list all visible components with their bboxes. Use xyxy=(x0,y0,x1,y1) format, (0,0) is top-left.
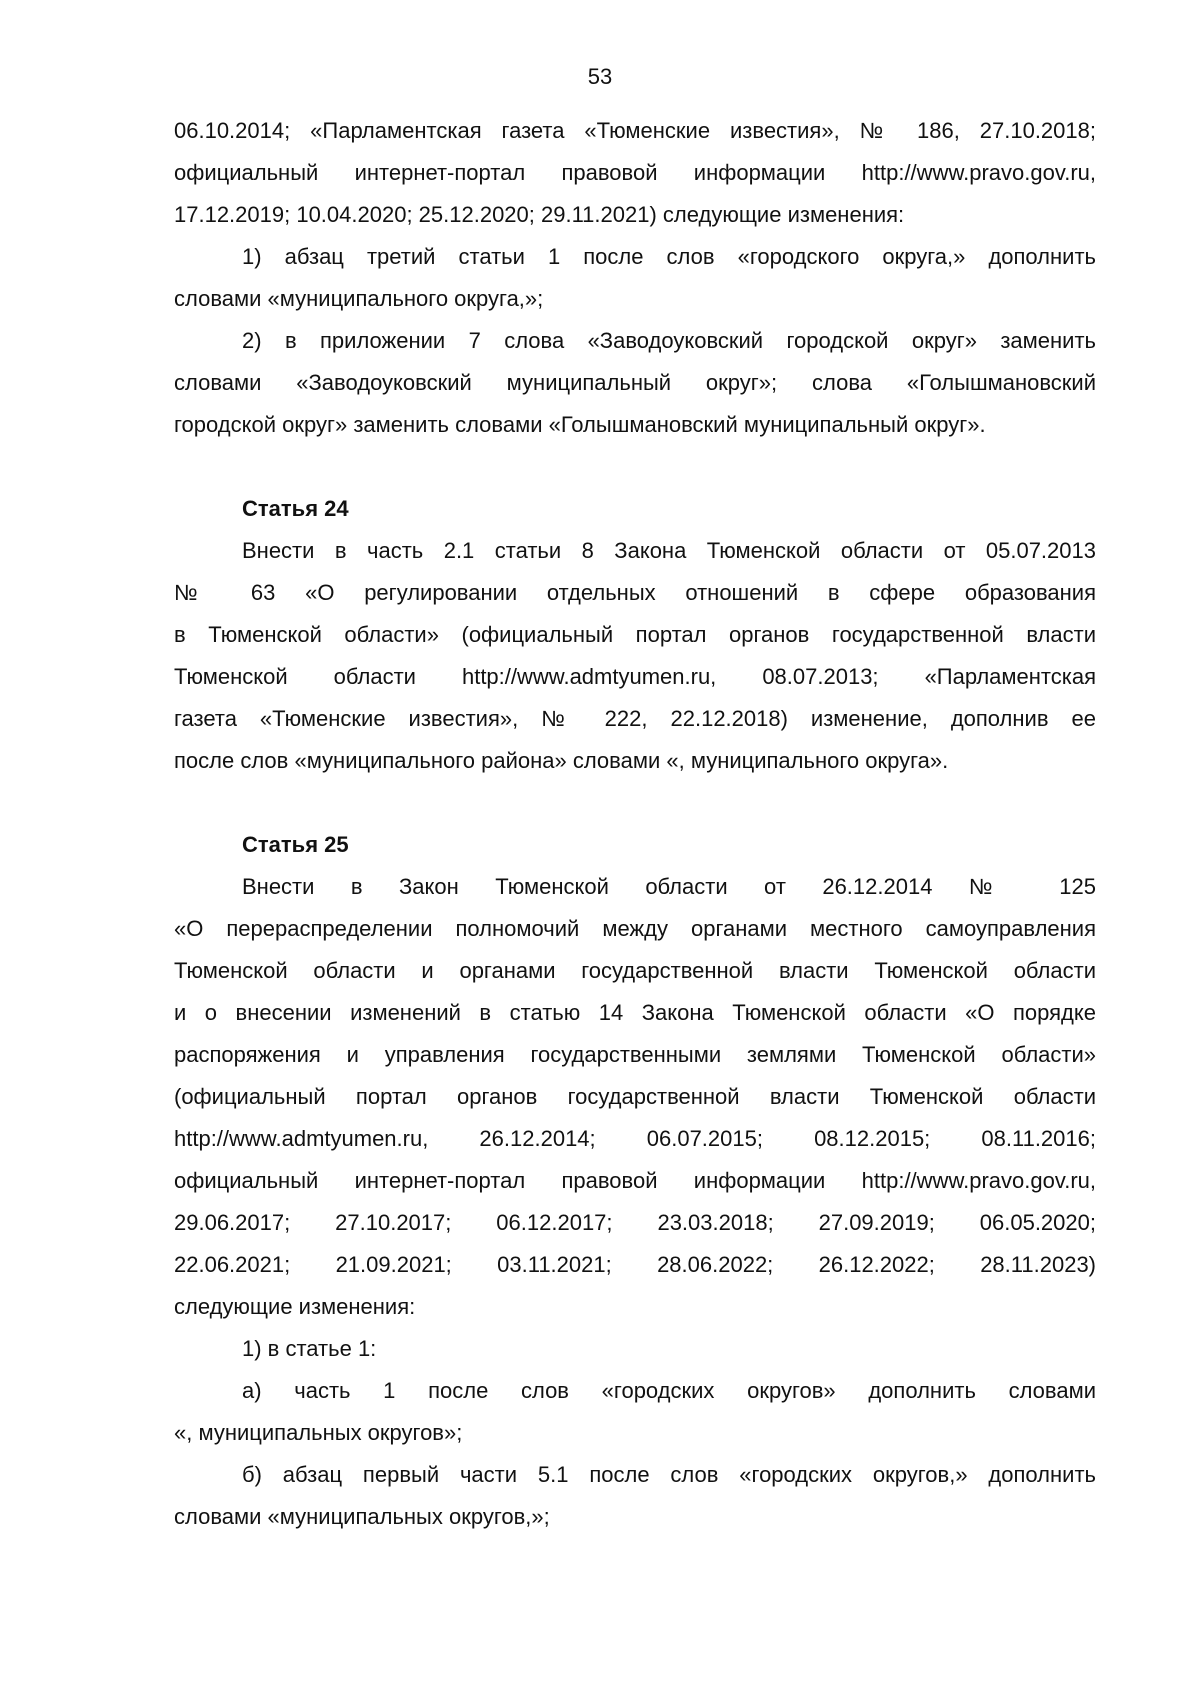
text-line: Тюменской области http://www.admtyumen.ru, 08.07.2013; «Парламентская xyxy=(174,664,1096,689)
text-line: Внести в часть 2.1 статьи 8 Закона Тюменской области от 05.07.2013 xyxy=(242,538,1096,563)
paragraph-spacer xyxy=(174,782,1096,824)
text-line: № 63 «О регулировании отдельных отношений в сфере образования xyxy=(174,580,1096,605)
text-line: в Тюменской области» (официальный портал органов государственной власти xyxy=(174,622,1096,647)
text-line: словами «муниципальных округов,»; xyxy=(174,1504,550,1529)
text-line: Внести в Закон Тюменской области от 26.12.2014 № 125 xyxy=(242,874,1096,899)
text-line: словами «муниципального округа,»; xyxy=(174,286,544,311)
text-line: «О перераспределении полномочий между органами местного самоуправления xyxy=(174,916,1096,941)
text-line: распоряжения и управления государственными землями Тюменской области» xyxy=(174,1042,1096,1067)
text-line: словами «Заводоуковский муниципальный округ»; слова «Голышмановский xyxy=(174,370,1096,395)
text-line: Тюменской области и органами государственной власти Тюменской области xyxy=(174,958,1096,983)
page-number: 53 xyxy=(587,64,613,89)
text-line: и о внесении изменений в статью 14 Закона Тюменской области «О порядке xyxy=(174,1000,1096,1025)
text-line: а) часть 1 после слов «городских округов» дополнить словами xyxy=(242,1378,1096,1403)
text-line: б) абзац первый части 5.1 после слов «городских округов,» дополнить xyxy=(242,1462,1096,1487)
text-line: официальный интернет-портал правовой информации http://www.pravo.gov.ru, xyxy=(174,1168,1096,1193)
text-line: 17.12.2019; 10.04.2020; 25.12.2020; 29.11.2021) следующие изменения: xyxy=(174,202,905,227)
document-body xyxy=(174,110,1096,1538)
text-line: (официальный портал органов государственной власти Тюменской области xyxy=(174,1084,1096,1109)
text-line: газета «Тюменские известия», № 222, 22.12.2018) изменение, дополнив ее xyxy=(174,706,1096,731)
text-line: 1) абзац третий статьи 1 после слов «городского округа,» дополнить xyxy=(242,244,1096,269)
article-heading: Статья 24 xyxy=(242,496,349,521)
text-line: официальный интернет-портал правовой информации http://www.pravo.gov.ru, xyxy=(174,160,1096,185)
text-line: 22.06.2021; 21.09.2021; 03.11.2021; 28.06.2022; 26.12.2022; 28.11.2023) xyxy=(174,1252,1096,1277)
paragraph-spacer xyxy=(174,446,1096,488)
text-line: 2) в приложении 7 слова «Заводоуковский городской округ» заменить xyxy=(242,328,1096,353)
text-line: после слов «муниципального района» словами «, муниципального округа». xyxy=(174,748,949,773)
text-line: городской округ» заменить словами «Голышмановский муниципальный округ». xyxy=(174,412,986,437)
text-line: 29.06.2017; 27.10.2017; 06.12.2017; 23.03.2018; 27.09.2019; 06.05.2020; xyxy=(174,1210,1096,1235)
text-line: 06.10.2014; «Парламентская газета «Тюменские известия», № 186, 27.10.2018; xyxy=(174,118,1096,143)
text-line: 1) в статье 1: xyxy=(242,1336,377,1361)
text-line: «, муниципальных округов»; xyxy=(174,1420,463,1445)
article-heading: Статья 25 xyxy=(242,832,349,857)
text-line: следующие изменения: xyxy=(174,1294,416,1319)
text-line: http://www.admtyumen.ru, 26.12.2014; 06.07.2015; 08.12.2015; 08.11.2016; xyxy=(174,1126,1096,1151)
